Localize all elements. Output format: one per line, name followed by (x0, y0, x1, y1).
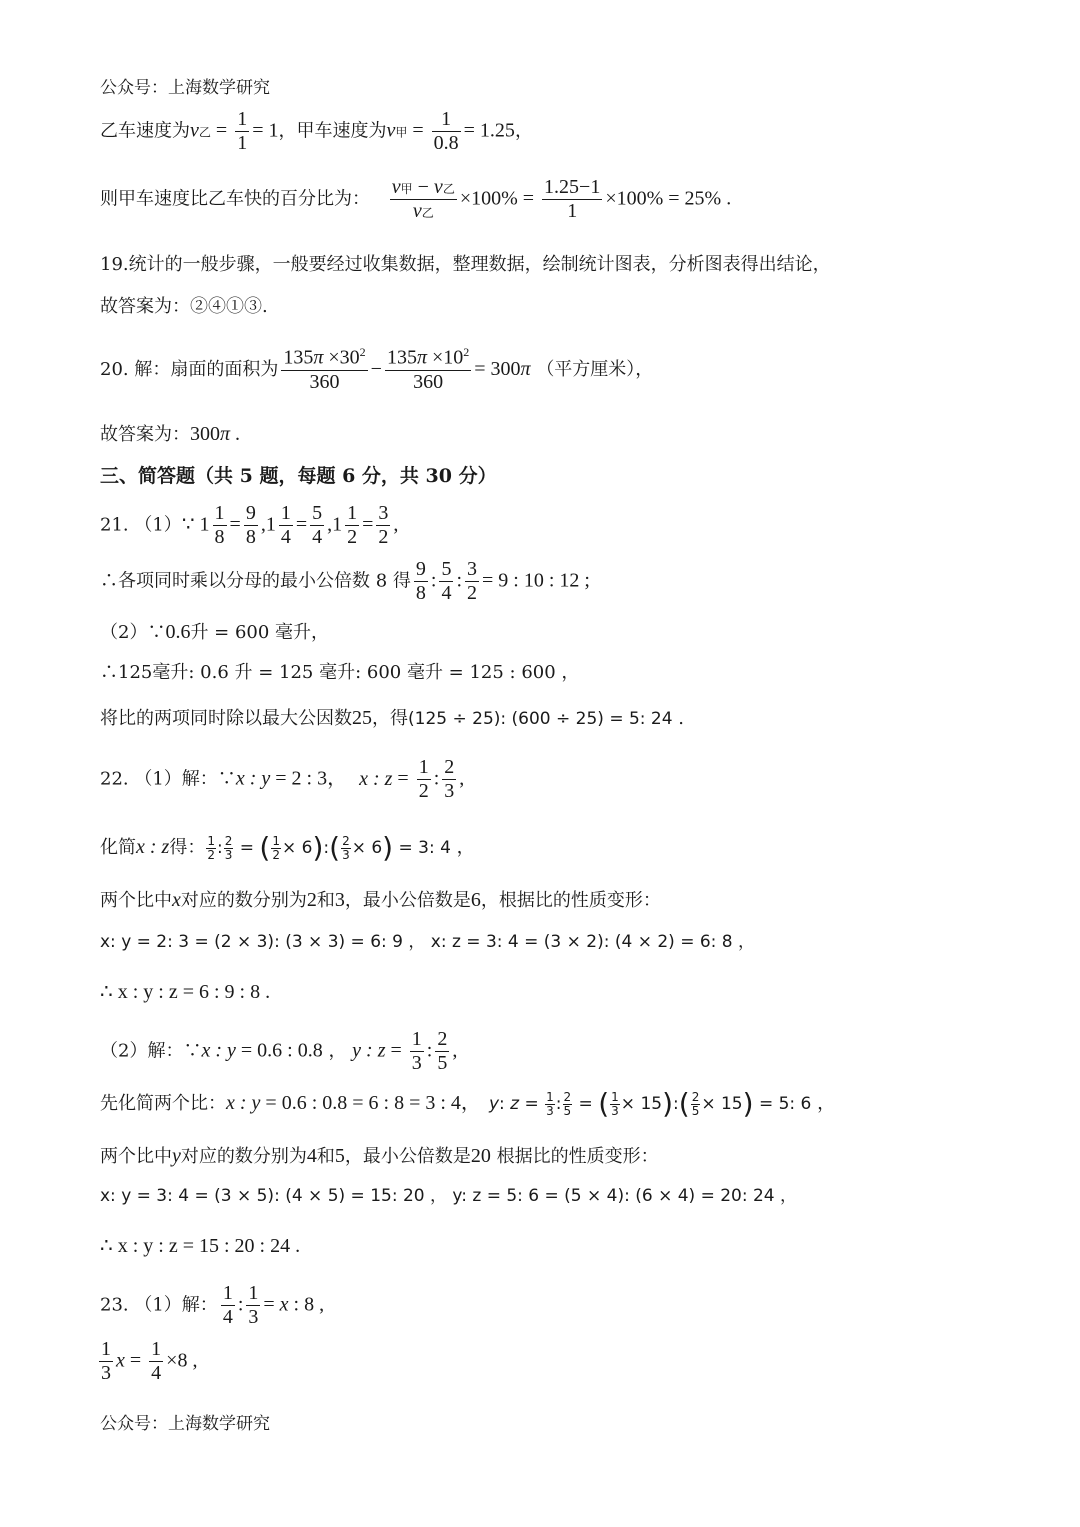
fraction: $\frac{1}{4}$ (222, 1282, 233, 1328)
fraction: $\frac{3}{2}$ (467, 558, 478, 604)
fraction: $\frac{1.25-1}{1}$ (544, 176, 601, 222)
fraction: $\frac{1}{4}$ (280, 502, 291, 548)
fraction: $\frac{1}{3}$ (248, 1282, 259, 1328)
fraction: $\frac{5}{4}$ (312, 502, 323, 548)
fraction: $\frac{1}{1}$ (237, 108, 248, 154)
fraction: $\frac{1}{8}$ (214, 502, 225, 548)
fraction: $\frac{2}{3}$ (444, 756, 455, 802)
q22-eq-line2: x: y = 3: 4 = (3 × 5): (4 × 5) = 15: 20 ， y: z = 5: 6 = (5 × 4): (6 × 4) = 20: 24 ， (100, 1186, 798, 1206)
speed-line: 乙车速度为v乙 = $\frac{1}{1}$ = 1，甲车速度为v甲 = $\frac{1}{0.8}$ = 1.25， (100, 108, 533, 154)
q21-part1: 21. （1）∵ 1 $\frac{1}{8}$ = $\frac{9}{8}$ ,1 $\frac{1}{4}$ = $\frac{5}{4}$ ,1 $\frac{1}{2}$ = $\frac{3}{2}$ , (100, 502, 399, 548)
q22-part1: 22. （1）解：∵x : y = 2 : 3， x : z = $\frac{1}{2}$ : $\frac{2}{3}$ , (100, 756, 465, 802)
q22-line7: 两个比中y对应的数分别为4和5，最小公倍数是20 根据比的性质变形： (100, 1145, 659, 1167)
q20-answer: 故答案为：300π . (100, 423, 241, 445)
q21-line5: 将比的两项同时除以最大公因数25，得(125 ÷ 25): (600 ÷ 25) = 5: 24 . (100, 707, 685, 729)
q22-part2: （2）解：∵x : y = 0.6 : 0.8 ， y : z = $\frac{1}{3}$ : $\frac{2}{5}$ , (100, 1028, 458, 1074)
fraction: $\frac{1}{3}$ (101, 1338, 111, 1384)
q19-line1: 19.统计的一般步骤，一般要经过收集数据，整理数据，绘制统计图表，分析图表得出结论， (100, 254, 831, 275)
page-header: 公众号：上海数学研究 (100, 78, 270, 98)
q22-line3: 两个比中x对应的数分别为2和3，最小公倍数是6，根据比的性质变形： (100, 889, 661, 911)
q22-simplify: 化简x : z得： $\frac{1}{2}$ : $\frac{2}{3}$ = ( $\frac{1}{2}$ × 6):( $\frac{2}{3}$ × 6) = 3: 4 ， (100, 831, 475, 864)
q22-result2: ∴ x : y : z = 15 : 20 : 24 . (100, 1235, 301, 1257)
fraction: $\frac{2}{5}$ (563, 1089, 572, 1118)
fraction: $\frac{\text{v甲 − v乙}}{\text{v乙}}$ (391, 176, 455, 222)
q21-lcm-line: ∴各项同时乘以分母的最小公倍数 8 得 $\frac{9}{8}$ : $\frac{5}{4}$ : $\frac{3}{2}$ = 9 : 10 : 12 ; (100, 558, 590, 604)
fraction: $\frac{1}{0.8}$ (433, 108, 459, 154)
q19-answer: 故答案为：②④①③. (100, 296, 268, 317)
fraction: $\frac{2}{3}$ (224, 833, 233, 862)
fraction: $\frac{1}{3}$ (611, 1089, 619, 1118)
q22-first-simplify: 先化简两个比：x : y = 0.6 : 0.8 = 6 : 8 = 3 : 4， y: z = $\frac{1}{3}$ : $\frac{2}{5}$ = ( $\frac{1}{3}$ × 15):( $\frac{2}{5}$ × 15) = 5: 6 ， (100, 1087, 836, 1120)
percent-line: 则甲车速度比乙车快的百分比为： $\frac{\text{v甲 − v乙}}{\text{v乙}}$ ×100% = $\frac{1.25-1}{1}$ ×100% = 25% . (100, 176, 732, 222)
q20-line: 20. 解：扇面的面积为 $\frac{135\pi \times 30^2}{360}$ − $\frac{135\pi \times 10^2}{360}$ = 300π （平方厘米）， (100, 345, 654, 393)
fraction: $\frac{1}{2}$ (207, 833, 215, 862)
fraction: $\frac{1}{3}$ (546, 1089, 554, 1118)
fraction: $\frac{5}{4}$ (441, 558, 452, 604)
section-heading: 三、简答题（共 5 题，每题 6 分，共 30 分） (100, 465, 497, 487)
fraction: $\frac{135\pi \times 10^2}{360}$ (386, 345, 470, 393)
q22-result1: ∴ x : y : z = 6 : 9 : 8 . (100, 981, 271, 1003)
fraction: $\frac{9}{8}$ (415, 558, 426, 604)
fraction: $\frac{1}{4}$ (151, 1338, 162, 1384)
fraction: $\frac{3}{2}$ (378, 502, 389, 548)
fraction: $\frac{1}{2}$ (272, 833, 280, 862)
fraction: $\frac{2}{3}$ (342, 833, 350, 862)
fraction: $\frac{1}{2}$ (418, 756, 429, 802)
q21-part2: （2）∵0.6升 = 600 毫升， (100, 621, 330, 643)
page-footer: 公众号：上海数学研究 (100, 1414, 270, 1434)
q23-part1: 23. （1）解： $\frac{1}{4}$ : $\frac{1}{3}$ = x : 8 , (100, 1282, 325, 1328)
fraction: $\frac{1}{2}$ (347, 502, 358, 548)
q21-line4: ∴125毫升: 0.6 升 = 125 毫升: 600 毫升 = 125 : 600 ， (100, 662, 580, 683)
q23-step: $\frac{1}{3}$ x = $\frac{1}{4}$ ×8 , (101, 1338, 198, 1384)
fraction: $\frac{135\pi \times 30^2}{360}$ (283, 345, 366, 393)
fraction: $\frac{2}{5}$ (691, 1089, 700, 1118)
q22-eq-line1: x: y = 2: 3 = (2 × 3): (3 × 3) = 6: 9 ， x: z = 3: 4 = (3 × 2): (4 × 2) = 6: 8 ， (100, 932, 756, 952)
fraction: $\frac{2}{5}$ (437, 1028, 448, 1074)
fraction: $\frac{1}{3}$ (411, 1028, 422, 1074)
fraction: $\frac{9}{8}$ (245, 502, 256, 548)
